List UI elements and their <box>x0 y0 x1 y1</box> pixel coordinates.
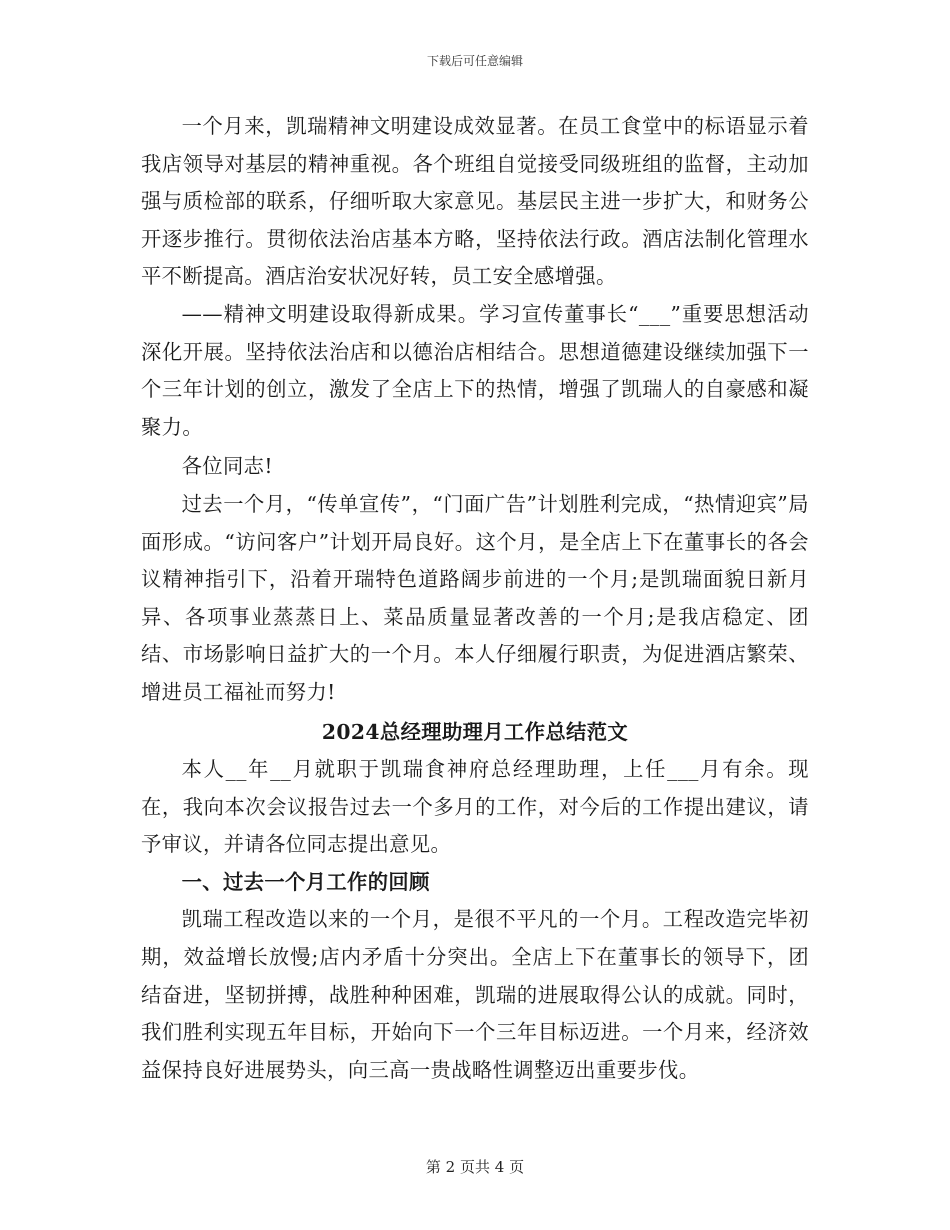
article-title: 2024总经理助理月工作总结范文 <box>321 719 629 744</box>
paragraph-intro: 本人__年__月就职于凯瑞食神府总经理助理，上任___月有余。现在，我向本次会议报告过去一个多月的工作，对今后的工作提出建议，请予审议，并请各位同志提出意见。 <box>141 757 809 857</box>
paragraph-past-month: 过去一个月，“传单宣传”，“门面广告”计划胜利完成，“热情迎宾”局面形成。“访问客户”计划开局良好。这个月，是全店上下在董事长的各会议精神指引下，沿着开瑞特色道路阔步前进的一个月;是凯瑞面貌日新月异、各项事业蒸蒸日上、菜品质量显著改善的一个月;是我店稳定、团结、市场影响日益扩大的一个月。本人仔细履行职责，为促进酒店繁荣、增进员工福祉而努力! <box>141 491 809 704</box>
section-heading: 一、过去一个月工作的回顾 <box>181 869 430 894</box>
greeting: 各位同志! <box>181 454 273 479</box>
page-number: 第 2 页共 4 页 <box>425 1158 525 1176</box>
paragraph-new-achievements: ——精神文明建设取得新成果。学习宣传董事长“___”重要思想活动深化开展。坚持依法治店和以德治店相结合。思想道德建设继续加强下一个三年计划的创立，激发了全店上下的热情，增强了凯瑞人的自豪感和凝聚力。 <box>141 301 809 439</box>
paragraph-civilization-results: 一个月来，凯瑞精神文明建设成效显著。在员工食堂中的标语显示着我店领导对基层的精神重视。各个班组自觉接受同级班组的监督，主动加强与质检部的联系，仔细听取大家意见。基层民主进一步扩大，和财务公开逐步推行。贯彻依法治店基本方略，坚持依法行政。酒店法制化管理水平不断提高。酒店治安状况好转，员工安全感增强。 <box>141 114 809 289</box>
document-body <box>141 108 809 1089</box>
paragraph-review: 凯瑞工程改造以来的一个月，是很不平凡的一个月。工程改造完毕初期，效益增长放慢;店内矛盾十分突出。全店上下在董事长的领导下，团结奋进，坚韧拼搏，战胜种种困难，凯瑞的进展取得公认的成就。同时，我们胜利实现五年目标，开始向下一个三年目标迈进。一个月来，经济效益保持良好进展势头，向三高一贵战略性调整迈出重要步伐。 <box>141 907 809 1082</box>
page-header: 下载后可任意编辑 <box>426 54 523 68</box>
